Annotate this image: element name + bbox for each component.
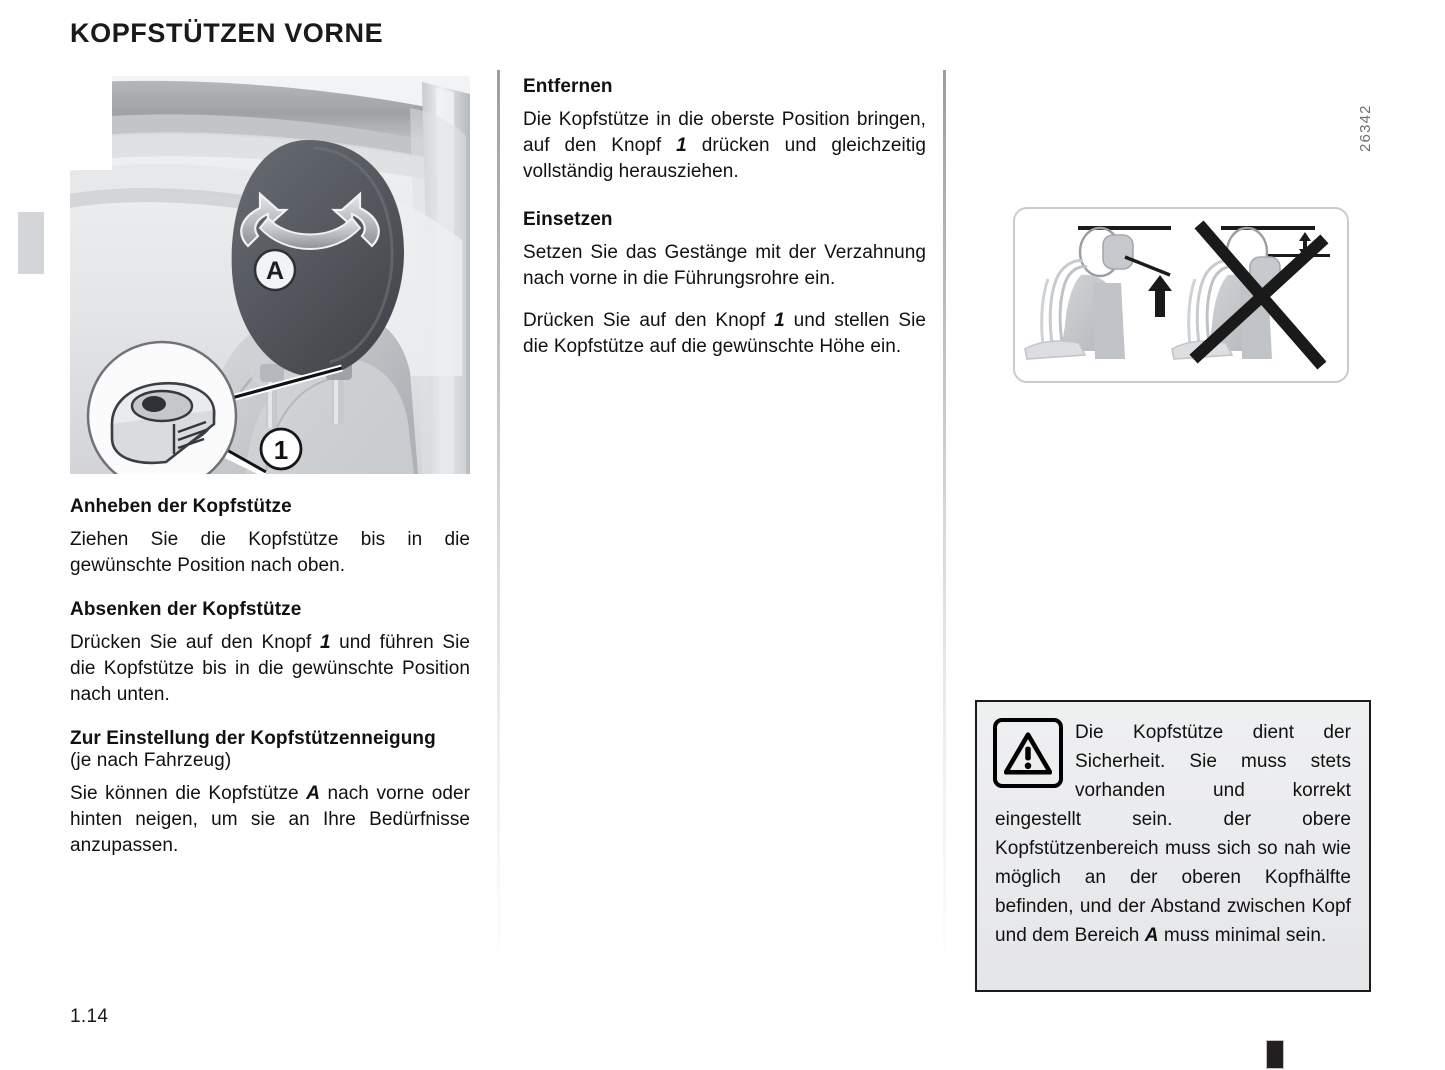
section-anheben <box>70 496 470 579</box>
page-number: 1.14 <box>70 1006 109 1027</box>
diagram-correct <box>1025 226 1172 359</box>
svg-text:1: 1 <box>273 435 289 465</box>
middle-column <box>523 76 926 360</box>
section-heading: Einsetzen <box>523 209 613 230</box>
button-detail-inset <box>88 342 236 474</box>
section-paragraph: Setzen Sie das Gestänge mit der Verzahnung nach vorne in die Führungsrohre ein. <box>523 242 926 289</box>
safety-warning-box <box>975 700 1371 992</box>
section-paragraph: Drücken Sie auf den Knopf 1 und stellen Sie die Kopfstütze auf die gewünschte Höhe ein. <box>523 310 926 357</box>
section-absenken <box>70 599 470 708</box>
up-arrow-icon <box>1148 275 1172 317</box>
section-tab-marker-left <box>18 212 44 274</box>
section-entfernen <box>523 76 926 185</box>
section-heading: Anheben der Kopfstütze <box>70 496 292 517</box>
callout-badge-1 <box>261 429 301 469</box>
headrest-photo-illustration <box>70 76 470 474</box>
photo-ref-mask <box>70 76 112 170</box>
svg-text:A: A <box>265 257 285 285</box>
section-heading: Absenken der Kopfstütze <box>70 599 302 620</box>
section-paragraph: Sie können die Kopfstütze A nach vorne oder hinten neigen, um sie an Ihre Bedürfnisse anzupassen. <box>70 783 470 856</box>
warning-text: Die Kopfstütze dient der Sicherheit. Sie muss stets vorhanden und korrekt eingestellt sein. der obere Kopfstützenbereich muss sich so nah wie möglich an der oberen Kopfhälfte befinden, und der Abstand zwischen Kopf und dem Bereich A muss minimal sein. <box>995 722 1351 946</box>
column-divider-left <box>497 70 500 975</box>
section-heading: Entfernen <box>523 76 613 97</box>
section-einsetzen <box>523 209 926 360</box>
headrest-photo <box>70 76 470 474</box>
page-title: KOPFSTÜTZEN VORNE <box>70 18 384 48</box>
section-heading: Zur Einstellung der Kopfstützenneigung <box>70 728 436 749</box>
left-column <box>70 76 470 859</box>
section-tab-marker-bottom <box>1266 1040 1284 1069</box>
section-paragraph: Drücken Sie auf den Knopf 1 und führen Sie die Kopfstütze bis in die gewünschte Position nach unten. <box>70 632 470 705</box>
section-paragraph: Ziehen Sie die Kopfstütze bis in die gewünschte Position nach oben. <box>70 529 470 576</box>
section-neigung <box>70 728 470 859</box>
headrest-position-illustration <box>1015 209 1347 381</box>
column-divider-right <box>943 70 946 975</box>
headrest-position-diagram <box>1013 207 1349 383</box>
warning-triangle-icon <box>993 718 1063 788</box>
section-paragraph: Die Kopfstütze in die oberste Position bringen, auf den Knopf 1 drücken und gleichzeitig vollständig herausziehen. <box>523 109 926 182</box>
callout-badge-a <box>255 250 295 290</box>
section-subheading: (je nach Fahrzeug) <box>70 750 232 771</box>
figure-reference-number-right: 26342 <box>1357 104 1374 152</box>
diagram-incorrect <box>1172 226 1330 361</box>
